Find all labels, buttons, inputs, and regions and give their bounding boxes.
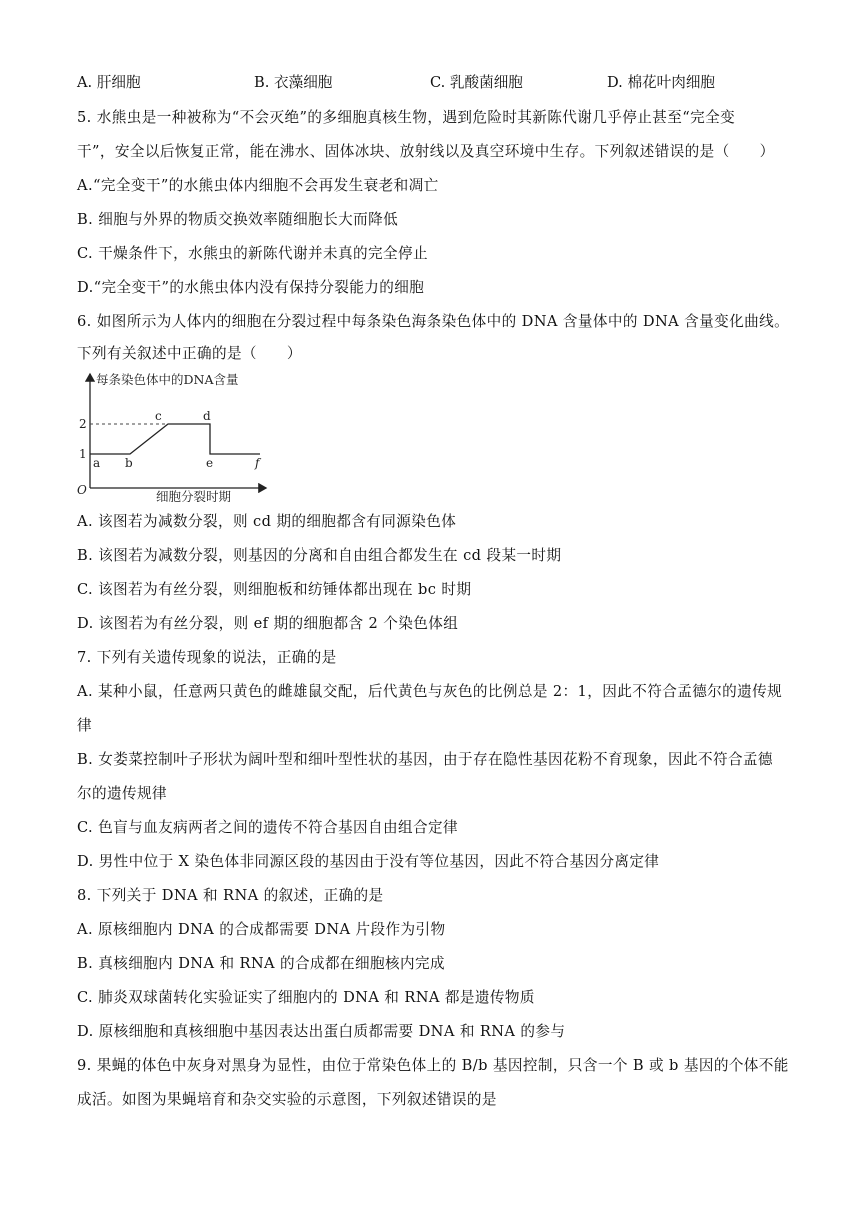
origin-label: O — [77, 483, 87, 497]
q6-option-b: B. 该图若为减数分裂，则基因的分离和自由组合都发生在 cd 段某一时期 — [77, 547, 562, 564]
q5-option-a: A.“完全变干”的水熊虫体内细胞不会再发生衰老和凋亡 — [77, 177, 439, 194]
q8-option-c: C. 肺炎双球菌转化实验证实了细胞内的 DNA 和 RNA 都是遗传物质 — [77, 989, 535, 1006]
q6-stem-line-2: 下列有关叙述中正确的是（ ） — [77, 345, 302, 362]
q7-option-b-line-1: B. 女娄菜控制叶子形状为阔叶型和细叶型性状的基因，由于存在隐性基因花粉不育现象，因此不符合孟德 — [77, 751, 773, 768]
point-d: d — [203, 409, 211, 423]
y-tick-2: 2 — [79, 417, 87, 431]
q7-option-b-line-2: 尔的遗传规律 — [77, 785, 167, 802]
q7-option-a-line-2: 律 — [77, 717, 92, 734]
q7-stem: 7. 下列有关遗传现象的说法，正确的是 — [77, 649, 337, 666]
q8-stem: 8. 下列关于 DNA 和 RNA 的叙述，正确的是 — [77, 887, 384, 904]
q6-option-a: A. 该图若为减数分裂，则 cd 期的细胞都含有同源染色体 — [77, 513, 457, 530]
q8-option-a: A. 原核细胞内 DNA 的合成都需要 DNA 片段作为引物 — [77, 921, 446, 938]
q8-option-b: B. 真核细胞内 DNA 和 RNA 的合成都在细胞核内完成 — [77, 955, 445, 972]
q4-option-d: D. 棉花叶肉细胞 — [607, 74, 716, 91]
point-f: f — [255, 456, 260, 470]
q7-option-a-line-1: A. 某种小鼠，任意两只黄色的雌雄鼠交配，后代黄色与灰色的比例总是 2：1，因此不符合孟德尔的遗传规 — [77, 683, 783, 700]
x-axis-label: 细胞分裂时期 — [156, 489, 232, 502]
q9-stem-line-2: 成活。如图为果蝇培育和杂交实验的示意图，下列叙述错误的是 — [77, 1091, 497, 1108]
q9-stem-line-1: 9. 果蝇的体色中灰身对黑身为显性，由位于常染色体上的 B/b 基因控制，只含一个 B 或 b 基因的个体不能 — [77, 1057, 789, 1074]
q5-option-b: B. 细胞与外界的物质交换效率随细胞长大而降低 — [77, 211, 399, 228]
y-axis-label: 每条染色体中的DNA含量 — [96, 372, 239, 387]
q7-option-d: D. 男性中位于 X 染色体非同源区段的基因由于没有等位基因，因此不符合基因分离定律 — [77, 853, 660, 870]
dna-content-diagram — [76, 370, 276, 502]
point-e: e — [206, 456, 214, 470]
point-a: a — [93, 456, 101, 470]
y-tick-1: 1 — [79, 447, 87, 461]
q5-stem-line-1: 5. 水熊虫是一种被称为“不会灭绝”的多细胞真核生物，遇到危险时其新陈代谢几乎停止甚至“完全变 — [77, 109, 736, 126]
q4-option-c: C. 乳酸菌细胞 — [430, 74, 523, 91]
q8-option-d: D. 原核细胞和真核细胞中基因表达出蛋白质都需要 DNA 和 RNA 的参与 — [77, 1023, 566, 1040]
q4-option-b: B. 衣藻细胞 — [254, 74, 333, 91]
q6-stem-line-1: 6. 如图所示为人体内的细胞在分裂过程中每条染色海条染色体中的 DNA 含量体中的 DNA 含量变化曲线。 — [77, 313, 790, 330]
point-c: c — [155, 409, 162, 423]
q7-option-c: C. 色盲与血友病两者之间的遗传不符合基因自由组合定律 — [77, 819, 458, 836]
q5-option-c: C. 干燥条件下，水熊虫的新陈代谢并未真的完全停止 — [77, 245, 428, 262]
dna-curve — [90, 424, 260, 454]
q5-option-d: D.“完全变干”的水熊虫体内没有保持分裂能力的细胞 — [77, 279, 425, 296]
q6-option-d: D. 该图若为有丝分裂，则 ef 期的细胞都含 2 个染色体组 — [77, 615, 459, 632]
q4-option-a: A. 肝细胞 — [77, 74, 141, 91]
q6-option-c: C. 该图若为有丝分裂，则细胞板和纺锤体都出现在 bc 时期 — [77, 581, 472, 598]
point-b: b — [125, 456, 133, 470]
q5-stem-line-2: 干”，安全以后恢复正常，能在沸水、固体冰块、放射线以及真空环境中生存。下列叙述错误的是（ ） — [77, 143, 775, 160]
